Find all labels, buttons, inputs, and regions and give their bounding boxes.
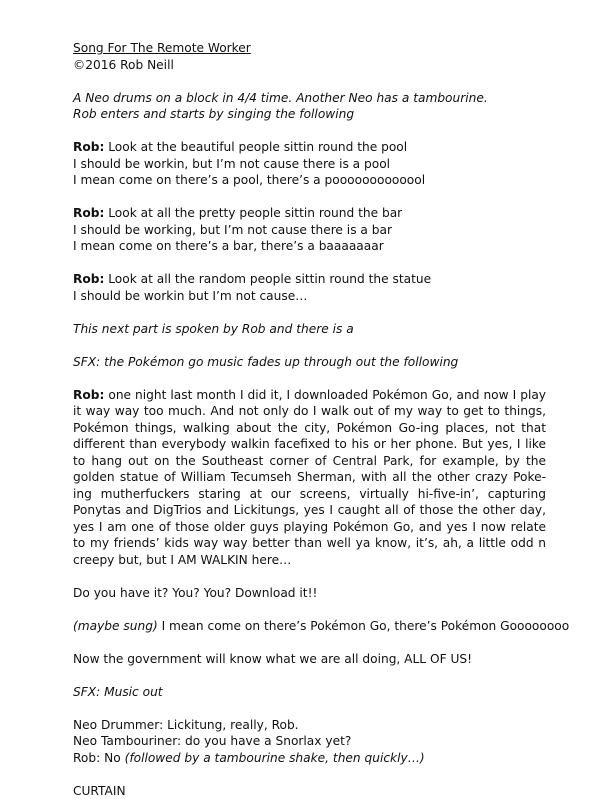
dialogue-text: No — [100, 751, 124, 765]
verse-line: I should be workin, but I’m not cause there is a pool — [73, 156, 546, 173]
dialogue-line — [73, 750, 546, 767]
lyric-text: Look at all the pretty people sittin round the bar — [108, 206, 402, 220]
lyric-text: Look at the beautiful people sittin round the pool — [108, 140, 407, 154]
monologue-text: one night last month I did it, I downloaded Pokémon Go, and now I play it way way too much. And not only do I walk out of my way to get to things, Pokémon things, walking about the city, Pokémon Go-ing places, not that different than everybody walkin facefixed to his or her phone. But yes, I like to hang out on the Southeast corner of Central Park, for example, by the golden statue of William Tecumseh Sherman, with all the other crazy Poke-ing mutherfuckers staring at our screens, virtually hi-five-in’, capturing Ponytas and DigTrios and Lickitungs, yes I caught all of those the other day, yes I am one of those older guys playing Pokémon Go, and yes I now relate to my friends’ kids way way better than well ya know, it’s, ah, a little odd n creepy but, but I AM WALKIN here… — [73, 388, 546, 567]
verse-line: I mean come on there’s a bar, there’s a baaaaaaar — [73, 238, 546, 255]
stage-direction-line: A Neo drums on a block in 4/4 time. Another Neo has a tambourine. — [73, 90, 546, 107]
dialogue-text: do you have a Snorlax yet? — [181, 734, 351, 748]
dialogue-line — [73, 717, 546, 734]
dialogue-text: Lickitung, really, Rob. — [163, 718, 298, 732]
song-title: Song For The Remote Worker — [73, 40, 546, 57]
speaker-name: Neo Tambouriner: — [73, 734, 181, 748]
sfx-out-direction: SFX: Music out — [73, 684, 546, 701]
sung-line — [73, 618, 546, 635]
stage-direction-line: Rob enters and starts by singing the following — [73, 106, 546, 123]
stage-direction: (followed by a tambourine shake, then quickly…) — [125, 751, 425, 765]
spoken-note: This next part is spoken by Rob and there is a — [73, 321, 546, 338]
sung-direction: (maybe sung) — [73, 619, 158, 633]
lyric-text: Look at all the random people sittin round the statue — [108, 272, 431, 286]
copyright-line: ©2016 Rob Neill — [73, 57, 546, 74]
verse-line — [73, 139, 546, 156]
verse-line: I should be working, but I’m not cause there is a bar — [73, 222, 546, 239]
verse-line: I mean come on there’s a pool, there’s a pooooooooooool — [73, 172, 546, 189]
monologue-paragraph — [73, 387, 546, 569]
sfx-fade-direction: SFX: the Pokémon go music fades up through out the following — [73, 354, 546, 371]
curtain-line: CURTAIN — [73, 783, 546, 799]
verse-line — [73, 271, 546, 288]
government-line: Now the government will know what we are all doing, ALL OF US! — [73, 651, 546, 668]
speaker-name: Rob: — [73, 388, 104, 402]
speaker-name: Rob: — [73, 272, 104, 286]
sung-text: I mean come on there’s Pokémon Go, there’s Pokémon Goooooooo — [158, 619, 570, 633]
dialogue-line — [73, 733, 546, 750]
verse-line — [73, 205, 546, 222]
speaker-name: Rob: — [73, 751, 100, 765]
download-line: Do you have it? You? You? Download it!! — [73, 585, 546, 602]
speaker-name: Rob: — [73, 140, 104, 154]
speaker-name: Rob: — [73, 206, 104, 220]
verse-line: I should be workin but I’m not cause… — [73, 288, 546, 305]
speaker-name: Neo Drummer: — [73, 718, 163, 732]
